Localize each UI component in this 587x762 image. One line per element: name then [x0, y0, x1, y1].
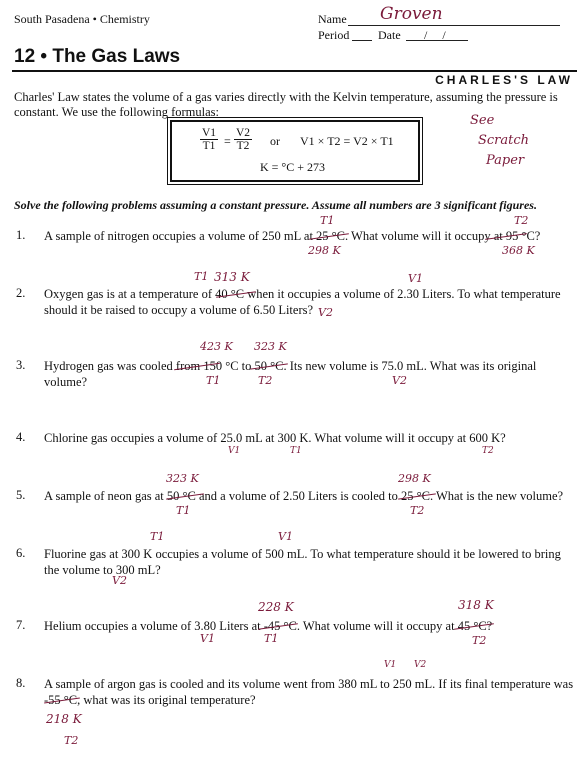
name-line [348, 25, 560, 26]
annotation-v2: V2 [392, 374, 407, 387]
annotation-k2: 298 K [398, 472, 431, 485]
annotation-v2: V2 [318, 306, 333, 319]
title-rule [12, 70, 577, 72]
formula-v1: V1 [202, 127, 217, 139]
section-heading: CHARLES'S LAW [435, 73, 573, 87]
side-note-scratch: Scratch [478, 133, 530, 148]
annotation-t1: T1 [206, 374, 221, 387]
fraction-v2-t2 [234, 127, 252, 152]
annotation-k1: 323 K [166, 472, 199, 485]
date-label: Date [378, 28, 401, 42]
annotation-t1: T1 [150, 530, 165, 543]
annotation-k1: 298 K [308, 244, 341, 257]
question-number: 5. [16, 488, 26, 502]
formula-t2: T2 [236, 140, 250, 152]
annotation-v1: V1 [408, 272, 423, 285]
question-text: Hydrogen gas was cooled from 150 °C to 50 °C. Its new volume is 75.0 mL. What was its original volume? [44, 359, 537, 389]
intro-paragraph: Charles' Law states the volume of a gas varies directly with the Kelvin temperature, assuming the pressure is constant. We use the following formulas: [14, 90, 558, 119]
annotation-k2: 323 K [254, 340, 287, 353]
school-course-label: South Pasadena • Chemistry [14, 12, 150, 26]
question-number: 1. [16, 228, 26, 242]
annotation-v1: V1 [278, 530, 293, 543]
annotation-v2: V2 [414, 660, 427, 670]
annotation-v1: V1 [384, 660, 397, 670]
formula-or: or [270, 134, 280, 148]
annotation-k2: 318 K [458, 598, 494, 612]
question-text: A sample of nitrogen occupies a volume of 250 mL at 25 °C. What volume will it occupy at 95 °C? [44, 229, 541, 243]
annotation-t1: T1 [264, 632, 279, 645]
page-title: 12 • The Gas Laws [14, 46, 181, 67]
formula-equals: = [224, 134, 231, 148]
question-number: 2. [16, 286, 26, 300]
name-label: Name [318, 12, 347, 26]
question-text: A sample of argon gas is cooled and its volume went from 380 mL to 250 mL. If its final temperature was -55 °C, what was its original temperature? [44, 677, 574, 707]
period-label: Period [318, 28, 350, 42]
question-text: Chlorine gas occupies a volume of 25.0 mL at 300 K. What volume will it occupy at 600 K? [44, 431, 506, 445]
annotation-k1: 218 K [46, 712, 82, 726]
question-number: 4. [16, 430, 26, 444]
annotation-t1: T1 [194, 270, 209, 283]
annotation-t1: T1 [320, 214, 335, 227]
annotation-t2: T2 [514, 214, 529, 227]
question-number: 8. [16, 676, 26, 690]
instructions: Solve the following problems assuming a constant pressure. Assume all numbers are 3 significant figures. [14, 198, 537, 212]
formula-t1: T1 [202, 140, 216, 152]
fraction-v1-t1 [200, 127, 218, 152]
formula-kelvin: K = °C + 273 [260, 160, 326, 174]
annotation-t1: T1 [290, 446, 302, 456]
side-note-see: See [470, 113, 495, 128]
question-number: 6. [16, 546, 26, 560]
side-note-paper: Paper [486, 153, 525, 168]
annotation-v2: V2 [112, 574, 127, 587]
formula-v2: V2 [236, 127, 251, 139]
formula-cross-multiply: V1 × T2 = V2 × T1 [300, 134, 394, 148]
date-blanks: / / [424, 28, 452, 42]
formula-box [170, 120, 420, 182]
annotation-t2: T2 [482, 446, 494, 456]
question-text: Fluorine gas at 300 K occupies a volume of 500 mL. To what temperature should it be lowered to bring the volume to 300 mL? [44, 547, 561, 577]
period-line [352, 40, 372, 41]
annotation-v1: V1 [228, 446, 241, 456]
annotation-t2: T2 [472, 634, 487, 647]
question-text: Oxygen gas is at a temperature of 40 °C when it occupies a volume of 2.30 Liters. To what temperature should it be raised to occupy a volume of 6.50 Liters? [44, 287, 561, 317]
question-number: 7. [16, 618, 26, 632]
student-name-handwritten: Groven [380, 4, 443, 24]
question-number: 3. [16, 358, 26, 372]
annotation-v1: V1 [200, 632, 215, 645]
annotation-t2: T2 [258, 374, 273, 387]
question-text: Helium occupies a volume of 3.80 Liters at -45 °C. What volume will it occupy at 45 °C? [44, 619, 493, 633]
annotation-t2: T2 [64, 734, 79, 747]
annotation-k1: 423 K [200, 340, 233, 353]
annotation-k2: 368 K [502, 244, 535, 257]
question-text: A sample of neon gas at 50 °C and a volume of 2.50 Liters is cooled to 25 °C. What is the new volume? [44, 489, 564, 503]
annotation-t1: T1 [176, 504, 191, 517]
annotation-t2: T2 [410, 504, 425, 517]
annotation-k1: 228 K [258, 600, 294, 614]
annotation-k1: 313 K [214, 270, 250, 284]
